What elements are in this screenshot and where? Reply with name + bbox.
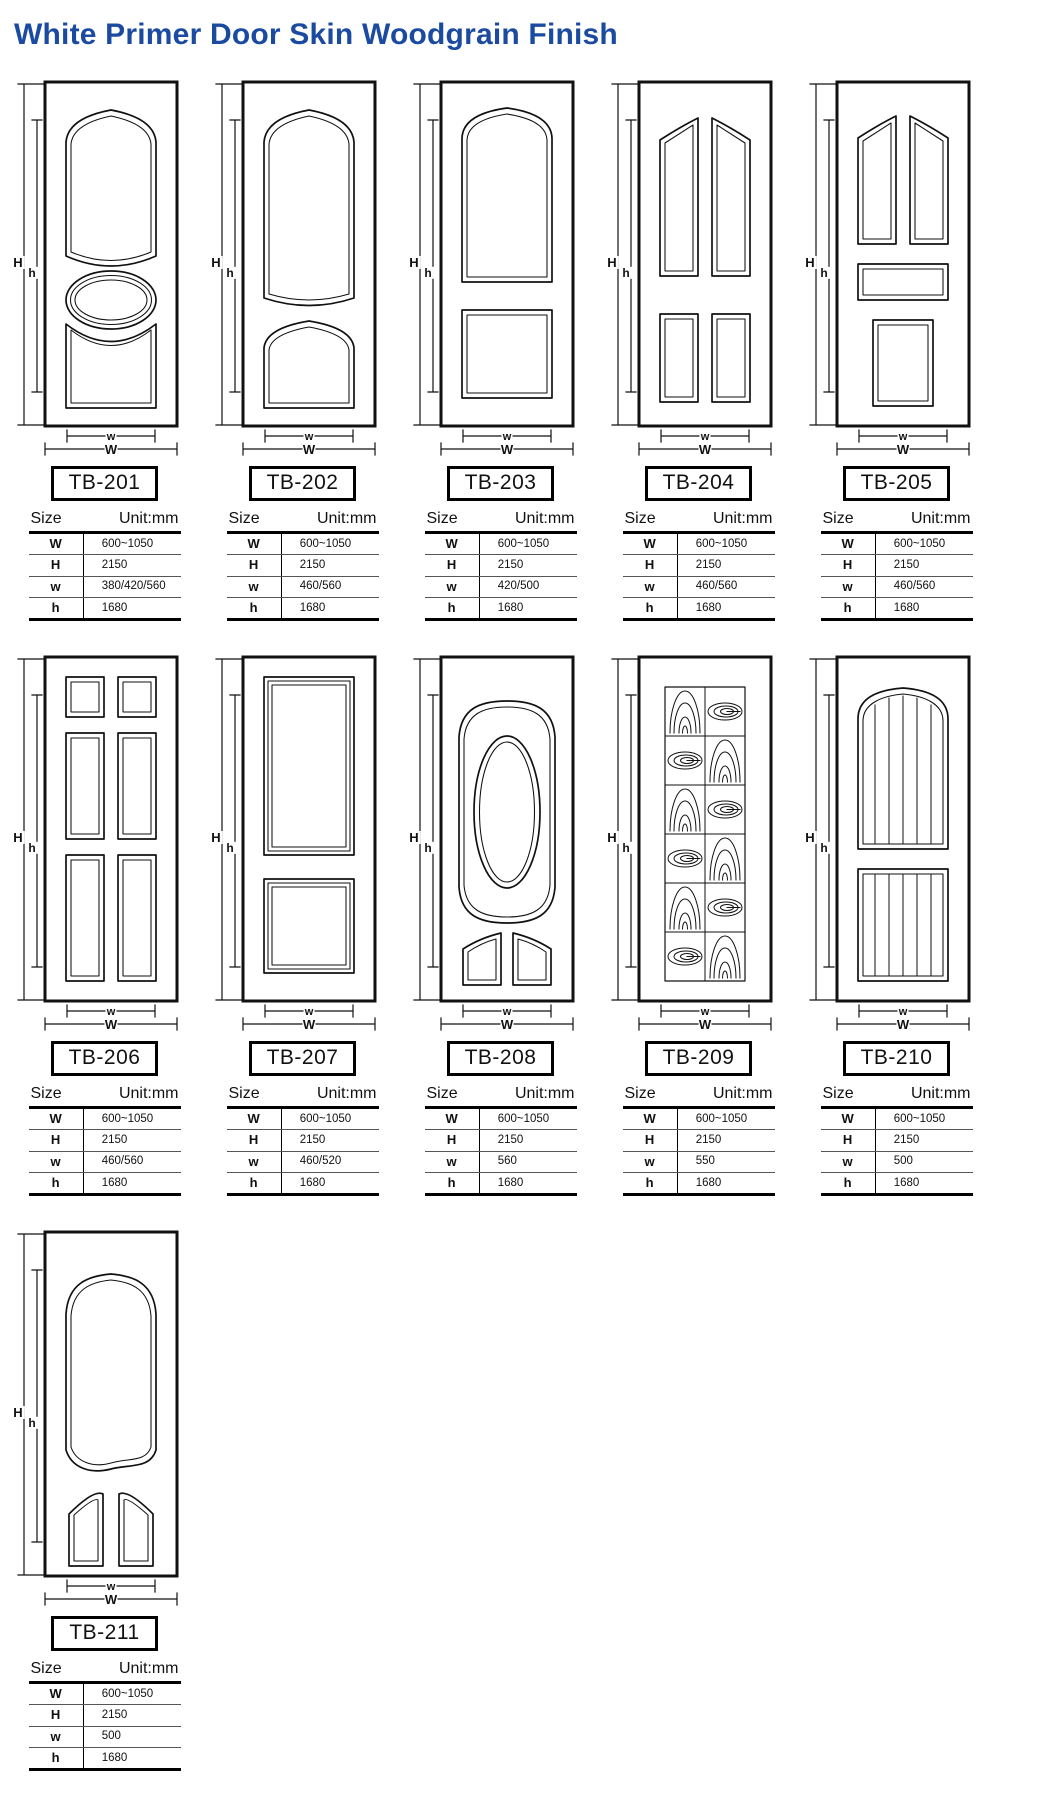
door-drawing-arch-top-square-bottom [404, 76, 596, 458]
door-model-text: TB-203 [464, 471, 537, 494]
size-value: 560 [479, 1151, 576, 1172]
outer-height-dim-label: H [13, 255, 23, 270]
inner-width-dim-label: w [898, 431, 908, 443]
size-key: w [425, 576, 480, 597]
page-title: White Primer Door Skin Woodgrain Finish [14, 18, 618, 51]
inner-height-dim-label: h [28, 841, 36, 855]
door-model-text: TB-207 [266, 1046, 339, 1069]
size-key: W [623, 533, 678, 555]
size-row [227, 1151, 379, 1172]
size-table-unit: Unit:mm [118, 510, 179, 527]
door-model-label [645, 466, 753, 501]
size-row [425, 597, 577, 619]
door-drawing-six-panel [8, 651, 200, 1033]
size-value: 600~1050 [677, 1108, 774, 1130]
size-row [623, 576, 775, 597]
size-key: h [623, 597, 678, 619]
inner-width-dim-label: w [898, 1006, 908, 1018]
door-model-text: TB-204 [662, 471, 735, 494]
size-value: 2150 [83, 555, 180, 576]
size-key: W [29, 533, 84, 555]
size-row [623, 1172, 775, 1194]
size-key: H [29, 1130, 84, 1151]
inner-height-dim-label: h [622, 841, 630, 855]
door-drawing-plank-arch-two-panel [800, 651, 992, 1033]
door-model-label [51, 1041, 159, 1076]
size-table-unit: Unit:mm [316, 1085, 377, 1102]
door-model-label [249, 466, 357, 501]
door-size-table [227, 1085, 379, 1196]
door-drawing-oval-ornate-three-panel [404, 651, 596, 1033]
size-value: 2150 [83, 1130, 180, 1151]
door-size-table [623, 1085, 775, 1196]
size-table-title: Size [822, 510, 854, 527]
size-table-unit: Unit:mm [910, 1085, 971, 1102]
size-value: 1680 [299, 1176, 326, 1189]
size-value: 550 [677, 1151, 774, 1172]
door-drawing-woodgrain-block-grid [602, 651, 794, 1033]
size-key: H [29, 555, 84, 576]
size-table-unit: Unit:mm [118, 1660, 179, 1677]
size-spec-table [623, 531, 775, 621]
outer-width-dim-label: W [104, 1017, 118, 1032]
inner-height-dim-label: h [226, 266, 234, 280]
outer-width-dim-label: W [302, 442, 316, 457]
inner-width-dim-label: w [502, 1006, 512, 1018]
size-table-unit: Unit:mm [712, 1085, 773, 1102]
size-table-title: Size [822, 1085, 854, 1102]
size-row [29, 1726, 181, 1747]
size-row [227, 1108, 379, 1130]
size-row [821, 1130, 973, 1151]
size-table-title: Size [426, 510, 458, 527]
door-size-table [227, 510, 379, 621]
size-key: w [821, 576, 876, 597]
size-spec-table [821, 531, 973, 621]
door-model-label [249, 1041, 357, 1076]
size-value: 2150 [677, 555, 774, 576]
inner-height-dim-label: h [424, 266, 432, 280]
door-model-text: TB-208 [464, 1046, 537, 1069]
door-block-tb-205 [800, 76, 993, 621]
door-model-label [51, 1616, 157, 1651]
size-value: 1680 [101, 1751, 128, 1764]
size-value: 460/560 [875, 576, 972, 597]
door-block-tb-201 [8, 76, 201, 621]
size-value: 600~1050 [875, 533, 972, 555]
size-row [821, 597, 973, 619]
inner-height-dim-label: h [28, 266, 36, 280]
inner-width-dim-label: w [502, 431, 512, 443]
door-model-text: TB-209 [662, 1046, 735, 1069]
outer-width-dim-label: W [500, 442, 514, 457]
size-key: h [29, 1747, 84, 1769]
size-table-unit: Unit:mm [316, 510, 377, 527]
inner-height-dim-label: h [820, 266, 828, 280]
door-model-text: TB-202 [266, 471, 339, 494]
size-key: H [227, 1130, 282, 1151]
size-key: w [425, 1151, 480, 1172]
outer-height-dim-label: H [805, 255, 815, 270]
size-table-unit: Unit:mm [514, 510, 575, 527]
outer-height-dim-label: H [211, 255, 221, 270]
size-value: 380/420/560 [83, 576, 180, 597]
size-key: H [29, 1705, 84, 1726]
size-row [29, 1683, 181, 1705]
size-row [623, 1151, 775, 1172]
outer-width-dim-label: W [104, 1592, 118, 1607]
door-size-table [29, 1660, 181, 1771]
size-key: W [29, 1108, 84, 1130]
size-row [227, 1130, 379, 1151]
size-row [29, 1747, 181, 1769]
door-size-table [29, 1085, 181, 1196]
size-row [623, 597, 775, 619]
door-drawing-shield-arch-three-panel [8, 1226, 200, 1608]
size-row [29, 576, 181, 597]
door-model-text: TB-201 [68, 471, 141, 494]
size-value: 600~1050 [677, 533, 774, 555]
outer-width-dim-label: W [896, 442, 910, 457]
door-drawing-double-arch-panel [206, 76, 398, 458]
size-table-unit: Unit:mm [514, 1085, 575, 1102]
door-size-table [29, 510, 181, 621]
size-value: 2150 [83, 1705, 180, 1726]
size-spec-table [227, 1106, 379, 1196]
size-key: W [425, 533, 480, 555]
outer-width-dim-label: W [896, 1017, 910, 1032]
size-key: h [227, 1172, 282, 1194]
size-key: H [425, 1130, 480, 1151]
outer-height-dim-label: H [409, 830, 419, 845]
size-value: 500 [875, 1151, 972, 1172]
outer-height-dim-label: H [607, 830, 617, 845]
size-table-title: Size [30, 510, 62, 527]
door-drawing-five-panel-cathedral [800, 76, 992, 458]
size-value: 460/520 [281, 1151, 378, 1172]
outer-height-dim-label: H [13, 1405, 23, 1420]
size-key: h [29, 597, 84, 619]
door-block-tb-211 [8, 1226, 201, 1771]
size-row [29, 1172, 181, 1194]
size-spec-table [425, 1106, 577, 1196]
size-row [425, 1108, 577, 1130]
size-value: 500 [83, 1726, 180, 1747]
size-key: W [227, 533, 282, 555]
size-row [425, 1172, 577, 1194]
size-row [623, 533, 775, 555]
size-value: 600~1050 [83, 1108, 180, 1130]
size-row [29, 597, 181, 619]
size-spec-table [623, 1106, 775, 1196]
size-row [425, 1151, 577, 1172]
door-block-tb-202 [206, 76, 399, 621]
size-value: 1680 [299, 601, 326, 614]
size-value: 600~1050 [479, 1108, 576, 1130]
size-value: 600~1050 [281, 533, 378, 555]
size-value: 600~1050 [875, 1108, 972, 1130]
size-value: 2150 [281, 555, 378, 576]
outer-height-dim-label: H [13, 830, 23, 845]
door-size-table [425, 1085, 577, 1196]
inner-height-dim-label: h [424, 841, 432, 855]
size-key: w [29, 1726, 84, 1747]
size-row [425, 533, 577, 555]
size-value: 2150 [875, 1130, 972, 1151]
size-value: 2150 [677, 1130, 774, 1151]
door-model-label [645, 1041, 753, 1076]
size-value: 2150 [479, 555, 576, 576]
size-key: w [227, 576, 282, 597]
size-spec-table [227, 531, 379, 621]
inner-width-dim-label: w [700, 431, 710, 443]
size-key: H [821, 1130, 876, 1151]
door-block-tb-203 [404, 76, 597, 621]
size-spec-table [29, 531, 181, 621]
size-key: h [425, 597, 480, 619]
door-model-label [843, 1041, 951, 1076]
size-table-title: Size [30, 1085, 62, 1102]
size-key: w [227, 1151, 282, 1172]
size-table-unit: Unit:mm [910, 510, 971, 527]
outer-width-dim-label: W [500, 1017, 514, 1032]
size-key: W [425, 1108, 480, 1130]
size-value: 2150 [875, 555, 972, 576]
size-row [623, 1130, 775, 1151]
door-model-text: TB-211 [69, 1621, 140, 1644]
size-spec-table [425, 531, 577, 621]
size-key: h [821, 1172, 876, 1194]
door-model-label [447, 466, 555, 501]
size-value: 2150 [479, 1130, 576, 1151]
size-row [821, 576, 973, 597]
door-block-tb-207 [206, 651, 399, 1196]
size-value: 1680 [101, 1176, 128, 1189]
size-value: 1680 [497, 1176, 524, 1189]
size-key: W [821, 533, 876, 555]
size-key: h [623, 1172, 678, 1194]
outer-height-dim-label: H [805, 830, 815, 845]
outer-width-dim-label: W [698, 1017, 712, 1032]
outer-width-dim-label: W [302, 1017, 316, 1032]
size-value: 600~1050 [281, 1108, 378, 1130]
size-row [821, 1172, 973, 1194]
outer-height-dim-label: H [211, 830, 221, 845]
size-value: 2150 [281, 1130, 378, 1151]
size-key: H [821, 555, 876, 576]
size-key: W [227, 1108, 282, 1130]
size-key: h [425, 1172, 480, 1194]
size-key: w [29, 576, 84, 597]
size-table-title: Size [426, 1085, 458, 1102]
size-row [29, 1108, 181, 1130]
size-key: w [821, 1151, 876, 1172]
size-value: 600~1050 [479, 533, 576, 555]
size-key: W [623, 1108, 678, 1130]
size-value: 420/500 [479, 576, 576, 597]
door-model-label [843, 466, 951, 501]
outer-width-dim-label: W [698, 442, 712, 457]
size-row [425, 576, 577, 597]
inner-width-dim-label: w [700, 1006, 710, 1018]
size-row [623, 555, 775, 576]
size-row [227, 555, 379, 576]
door-size-table [821, 510, 973, 621]
inner-height-dim-label: h [28, 1416, 36, 1430]
size-spec-table [29, 1681, 181, 1771]
inner-height-dim-label: h [622, 266, 630, 280]
inner-width-dim-label: w [106, 1006, 116, 1018]
size-value: 1680 [893, 1176, 920, 1189]
size-key: w [29, 1151, 84, 1172]
size-row [29, 1151, 181, 1172]
door-drawing-arch-oval-arch [8, 76, 200, 458]
size-row [227, 597, 379, 619]
size-key: h [227, 597, 282, 619]
size-row [227, 1172, 379, 1194]
outer-height-dim-label: H [607, 255, 617, 270]
size-spec-table [29, 1106, 181, 1196]
door-block-tb-210 [800, 651, 993, 1196]
size-value: 1680 [695, 601, 722, 614]
size-table-title: Size [228, 510, 260, 527]
door-block-tb-206 [8, 651, 201, 1196]
size-row [425, 555, 577, 576]
catalog-grid [8, 76, 998, 1771]
size-key: W [29, 1683, 84, 1705]
size-row [29, 1705, 181, 1726]
outer-width-dim-label: W [104, 442, 118, 457]
size-value: 1680 [893, 601, 920, 614]
size-row [29, 533, 181, 555]
size-value: 600~1050 [83, 1683, 180, 1705]
size-table-title: Size [30, 1660, 62, 1677]
size-row [821, 555, 973, 576]
size-key: w [623, 576, 678, 597]
size-value: 460/560 [677, 576, 774, 597]
size-key: W [821, 1108, 876, 1130]
size-row [29, 1130, 181, 1151]
door-model-text: TB-206 [68, 1046, 141, 1069]
inner-width-dim-label: w [106, 431, 116, 443]
size-value: 1680 [101, 601, 128, 614]
size-key: H [623, 555, 678, 576]
door-drawing-four-panel-cathedral [602, 76, 794, 458]
size-row [821, 1151, 973, 1172]
door-model-label [51, 466, 159, 501]
size-value: 1680 [695, 1176, 722, 1189]
size-row [227, 576, 379, 597]
size-value: 460/560 [83, 1151, 180, 1172]
inner-width-dim-label: w [304, 1006, 314, 1018]
size-key: H [623, 1130, 678, 1151]
inner-height-dim-label: h [820, 841, 828, 855]
door-size-table [425, 510, 577, 621]
size-table-unit: Unit:mm [118, 1085, 179, 1102]
size-row [29, 555, 181, 576]
size-key: H [227, 555, 282, 576]
size-key: w [623, 1151, 678, 1172]
inner-width-dim-label: w [106, 1581, 116, 1593]
size-key: h [29, 1172, 84, 1194]
door-block-tb-208 [404, 651, 597, 1196]
door-size-table [623, 510, 775, 621]
inner-height-dim-label: h [226, 841, 234, 855]
size-row [623, 1108, 775, 1130]
door-model-text: TB-205 [860, 471, 933, 494]
door-model-text: TB-210 [860, 1046, 933, 1069]
size-spec-table [821, 1106, 973, 1196]
size-value: 600~1050 [83, 533, 180, 555]
door-drawing-two-flat-panel [206, 651, 398, 1033]
door-model-label [447, 1041, 555, 1076]
door-block-tb-204 [602, 76, 795, 621]
size-row [227, 533, 379, 555]
size-table-title: Size [624, 1085, 656, 1102]
size-key: H [425, 555, 480, 576]
size-row [821, 1108, 973, 1130]
door-size-table [821, 1085, 973, 1196]
size-value: 460/560 [281, 576, 378, 597]
size-table-unit: Unit:mm [712, 510, 773, 527]
door-block-tb-209 [602, 651, 795, 1196]
outer-height-dim-label: H [409, 255, 419, 270]
size-table-title: Size [228, 1085, 260, 1102]
size-value: 1680 [497, 601, 524, 614]
size-table-title: Size [624, 510, 656, 527]
size-row [821, 533, 973, 555]
size-key: h [821, 597, 876, 619]
size-row [425, 1130, 577, 1151]
inner-width-dim-label: w [304, 431, 314, 443]
